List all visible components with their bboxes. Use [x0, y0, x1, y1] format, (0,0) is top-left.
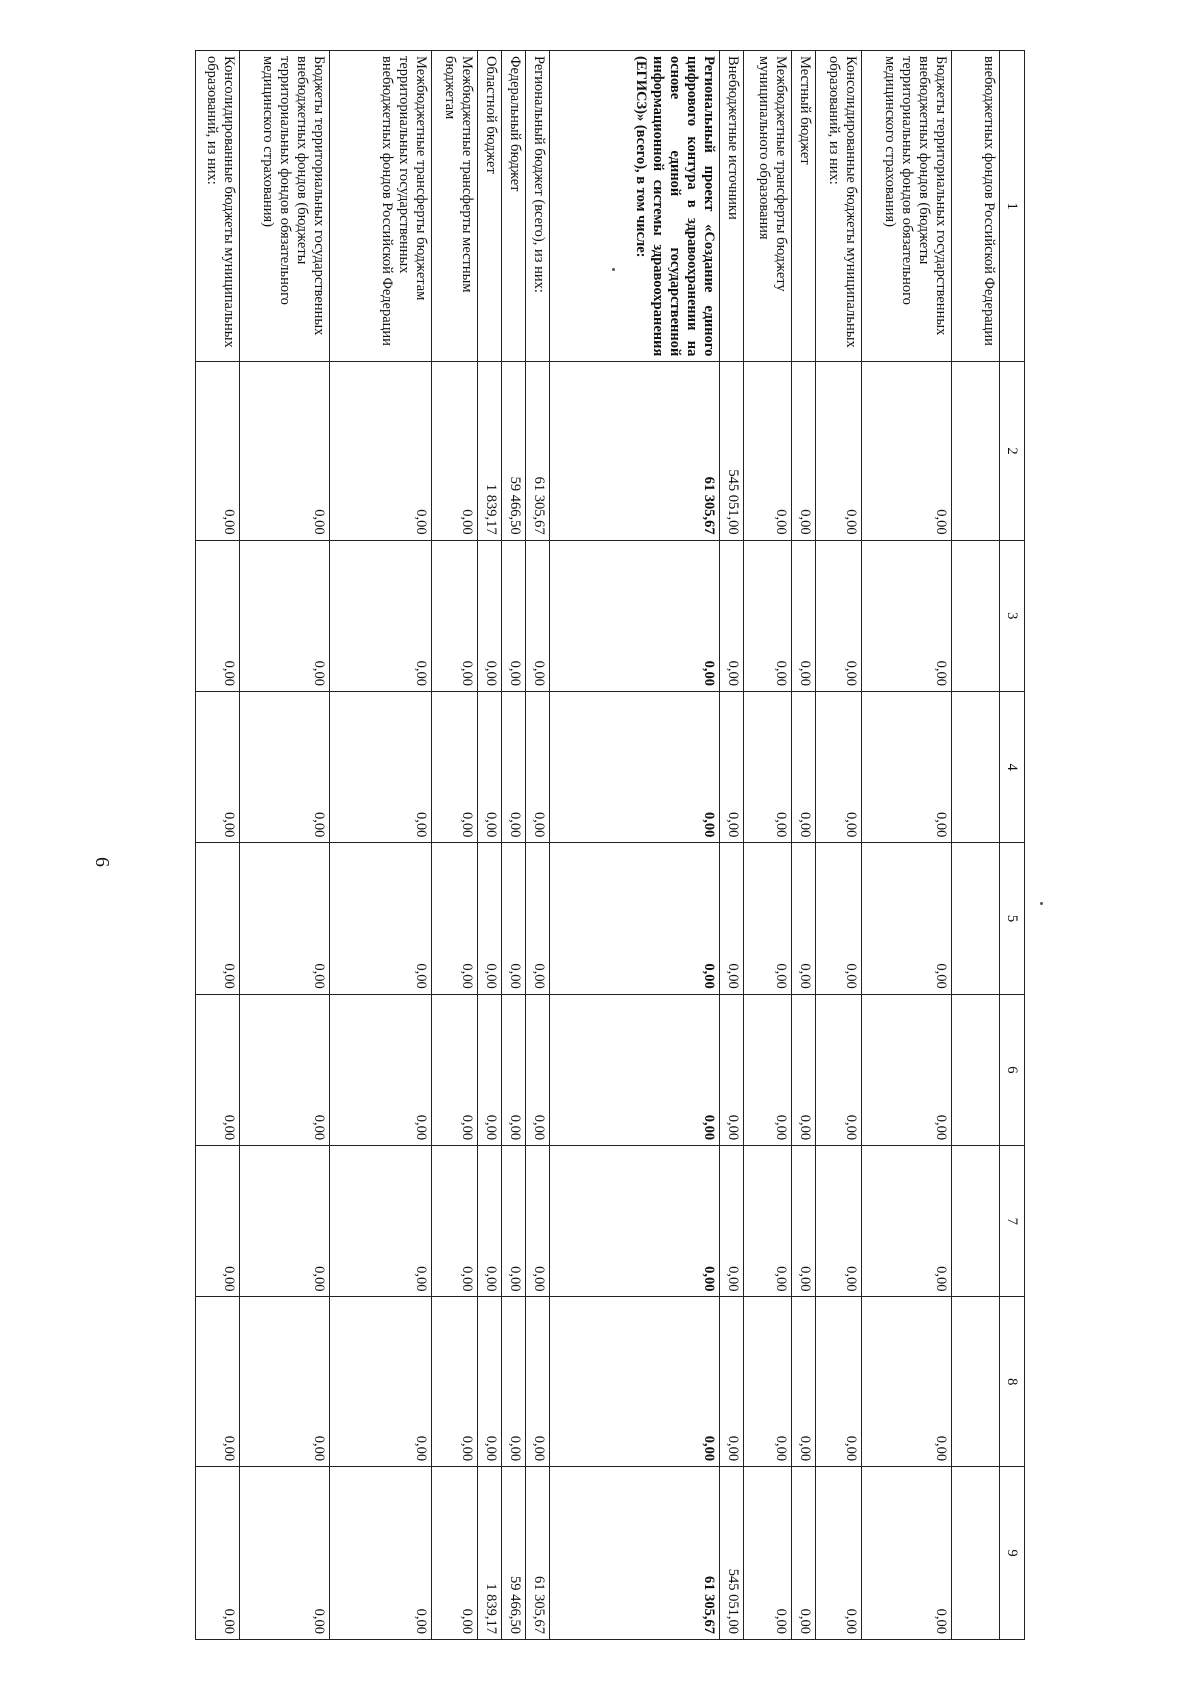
row-value: 0,00	[196, 540, 240, 691]
column-number: 5	[1000, 843, 1025, 994]
row-value: 0,00	[792, 994, 816, 1145]
rotated-page-content	[170, 50, 1025, 1640]
row-value: 0,00	[196, 362, 240, 540]
row-value: 61 305,67	[526, 362, 550, 540]
row-label: Консолидированные бюджеты муниципальных образований, из них:	[196, 51, 240, 362]
row-value: 0,00	[744, 1146, 792, 1297]
row-value: 0,00	[502, 1146, 526, 1297]
row-value: 0,00	[816, 691, 862, 842]
row-value: 0,00	[862, 843, 952, 994]
row-value: 0,00	[862, 1467, 952, 1640]
row-value: 61 305,67	[550, 362, 720, 540]
row-value: 0,00	[432, 362, 478, 540]
row-value: 0,00	[792, 1146, 816, 1297]
row-value: 0,00	[526, 994, 550, 1145]
row-value: 0,00	[240, 1467, 330, 1640]
table-row	[196, 51, 240, 1640]
row-value: 0,00	[744, 1467, 792, 1640]
table-row	[550, 51, 720, 1640]
row-value: 0,00	[744, 1297, 792, 1467]
column-number: 8	[1000, 1297, 1025, 1467]
row-value: 0,00	[330, 362, 432, 540]
row-value: 0,00	[502, 843, 526, 994]
row-value: 59 466,50	[502, 1467, 526, 1640]
row-value	[952, 843, 1000, 994]
row-value: 0,00	[502, 1297, 526, 1467]
row-value: 0,00	[862, 540, 952, 691]
row-value: 0,00	[196, 1297, 240, 1467]
row-value: 0,00	[792, 691, 816, 842]
row-value: 0,00	[744, 994, 792, 1145]
row-value	[952, 691, 1000, 842]
row-value: 0,00	[550, 691, 720, 842]
row-value: 0,00	[526, 540, 550, 691]
row-value: 0,00	[792, 1297, 816, 1467]
row-value: 0,00	[478, 1146, 502, 1297]
row-value: 0,00	[240, 362, 330, 540]
row-value	[952, 1467, 1000, 1640]
row-value: 0,00	[816, 1467, 862, 1640]
row-label: Межбюджетные трансферты бюджетам территориальных государственных внебюджетных фондов Российской Федерации	[330, 51, 432, 362]
row-value: 0,00	[792, 1467, 816, 1640]
row-value: 0,00	[478, 843, 502, 994]
row-label: Федеральный бюджет	[502, 51, 526, 362]
table-row	[330, 51, 432, 1640]
table-row	[792, 51, 816, 1640]
budget-table	[195, 50, 1025, 1640]
row-value: 0,00	[502, 994, 526, 1145]
row-value: 0,00	[816, 362, 862, 540]
row-value: 0,00	[330, 994, 432, 1145]
row-value: 0,00	[862, 1297, 952, 1467]
row-value: 0,00	[330, 691, 432, 842]
row-value: 0,00	[502, 691, 526, 842]
row-value: 0,00	[478, 540, 502, 691]
row-value: 0,00	[720, 994, 744, 1145]
row-value: 0,00	[862, 362, 952, 540]
row-value: 0,00	[720, 843, 744, 994]
row-value: 0,00	[550, 1297, 720, 1467]
row-value: 0,00	[432, 1467, 478, 1640]
table-row	[502, 51, 526, 1640]
row-value: 0,00	[720, 691, 744, 842]
row-value: 0,00	[240, 691, 330, 842]
row-value: 0,00	[330, 843, 432, 994]
table-row	[432, 51, 478, 1640]
row-value: 0,00	[550, 1146, 720, 1297]
table-row	[744, 51, 792, 1640]
row-label: Местный бюджет	[792, 51, 816, 362]
row-value: 0,00	[816, 1146, 862, 1297]
row-value: 0,00	[744, 540, 792, 691]
row-value	[952, 1146, 1000, 1297]
row-value: 0,00	[330, 1146, 432, 1297]
row-value: 0,00	[792, 843, 816, 994]
row-value: 0,00	[862, 691, 952, 842]
row-value: 0,00	[744, 362, 792, 540]
row-label: Межбюджетные трансферты местным бюджетам	[432, 51, 478, 362]
row-value: 0,00	[816, 843, 862, 994]
row-value: 61 305,67	[550, 1467, 720, 1640]
row-label: Региональный проект «Создание единого цифрового контура в здравоохранении на основе единой государственной информационной системы здравоохранения (ЕГИСЗ)» (всего), в том числе:	[550, 51, 720, 362]
row-value: 0,00	[526, 1146, 550, 1297]
column-number-row	[1000, 51, 1025, 1640]
row-value: 0,00	[478, 1297, 502, 1467]
column-number: 7	[1000, 1146, 1025, 1297]
row-value: 0,00	[792, 362, 816, 540]
row-label: внебюджетных фондов Российской Федерации	[952, 51, 1000, 362]
row-value: 0,00	[240, 1297, 330, 1467]
row-value: 0,00	[196, 843, 240, 994]
row-label: Областной бюджет	[478, 51, 502, 362]
row-value	[952, 540, 1000, 691]
row-value: 0,00	[432, 540, 478, 691]
row-value: 0,00	[330, 540, 432, 691]
row-value: 61 305,67	[526, 1467, 550, 1640]
row-value: 0,00	[550, 540, 720, 691]
row-value: 0,00	[432, 843, 478, 994]
row-value: 0,00	[432, 1297, 478, 1467]
row-label: Консолидированные бюджеты муниципальных образований, из них:	[816, 51, 862, 362]
row-value: 0,00	[550, 994, 720, 1145]
page-number: 6	[91, 857, 113, 867]
table-row	[862, 51, 952, 1640]
row-value: 0,00	[720, 540, 744, 691]
row-value: 0,00	[862, 994, 952, 1145]
row-value: 0,00	[862, 1146, 952, 1297]
row-value: 0,00	[478, 994, 502, 1145]
row-label: Бюджеты территориальных государственных внебюджетных фондов (бюджеты территориальных фондов обязательного медицинского страхования)	[240, 51, 330, 362]
row-value: 0,00	[196, 1146, 240, 1297]
row-value: 0,00	[432, 691, 478, 842]
row-value: 0,00	[526, 1297, 550, 1467]
row-value: 0,00	[432, 1146, 478, 1297]
row-label: Межбюджетные трансферты бюджету муниципального образования	[744, 51, 792, 362]
column-number: 4	[1000, 691, 1025, 842]
row-value	[952, 362, 1000, 540]
row-value: 0,00	[432, 994, 478, 1145]
row-value: 0,00	[816, 994, 862, 1145]
table-row	[240, 51, 330, 1640]
table-row	[816, 51, 862, 1640]
column-number: 9	[1000, 1467, 1025, 1640]
row-value: 545 051,00	[720, 362, 744, 540]
row-value: 0,00	[816, 540, 862, 691]
row-value: 0,00	[196, 691, 240, 842]
scan-speck	[1040, 902, 1043, 905]
row-label: Бюджеты территориальных государственных внебюджетных фондов (бюджеты территориальных фондов обязательного медицинского страхования)	[862, 51, 952, 362]
table-row	[952, 51, 1000, 1640]
row-value: 545 051,00	[720, 1467, 744, 1640]
table-row	[478, 51, 502, 1640]
row-value: 1 839,17	[478, 362, 502, 540]
table-row	[720, 51, 744, 1640]
row-value: 0,00	[196, 1467, 240, 1640]
row-value: 0,00	[478, 691, 502, 842]
row-value: 0,00	[240, 540, 330, 691]
row-value	[952, 994, 1000, 1145]
row-value: 0,00	[720, 1146, 744, 1297]
table-body	[196, 51, 1025, 1640]
row-value: 59 466,50	[502, 362, 526, 540]
column-number: 1	[1000, 51, 1025, 362]
row-value: 0,00	[744, 843, 792, 994]
row-value: 0,00	[720, 1297, 744, 1467]
row-value: 0,00	[240, 994, 330, 1145]
column-number: 6	[1000, 994, 1025, 1145]
column-number: 3	[1000, 540, 1025, 691]
row-value: 0,00	[502, 540, 526, 691]
table-row	[526, 51, 550, 1640]
row-value: 1 839,17	[478, 1467, 502, 1640]
row-value: 0,00	[550, 843, 720, 994]
row-value	[952, 1297, 1000, 1467]
row-value: 0,00	[196, 994, 240, 1145]
row-value: 0,00	[526, 843, 550, 994]
row-value: 0,00	[240, 1146, 330, 1297]
row-value: 0,00	[744, 691, 792, 842]
row-value: 0,00	[330, 1467, 432, 1640]
row-label: Региональный бюджет (всего), из них:	[526, 51, 550, 362]
row-label: Внебюджетные источники	[720, 51, 744, 362]
row-value: 0,00	[240, 843, 330, 994]
row-value: 0,00	[526, 691, 550, 842]
column-number: 2	[1000, 362, 1025, 540]
row-value: 0,00	[816, 1297, 862, 1467]
row-value: 0,00	[792, 540, 816, 691]
row-value: 0,00	[330, 1297, 432, 1467]
